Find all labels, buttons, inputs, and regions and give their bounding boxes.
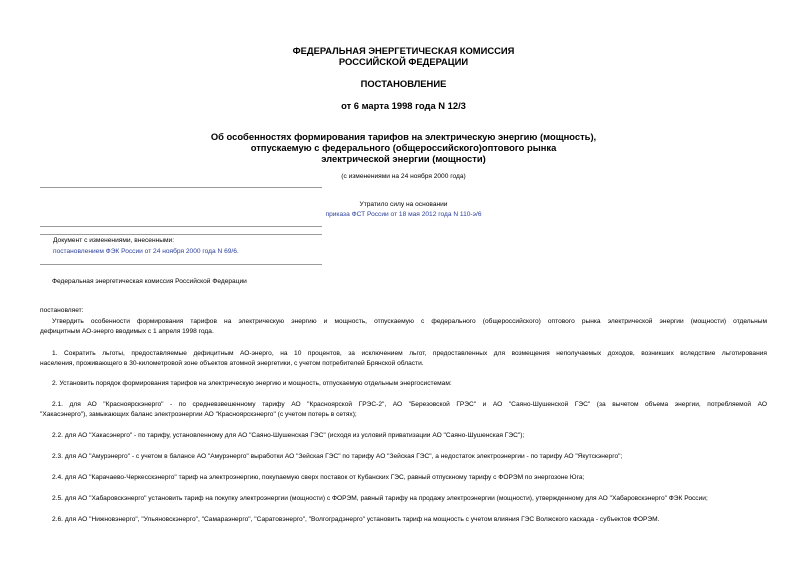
paragraph-2: 2. Установить порядок формирования тарифов на электрическую энергию и мощность, отпускаемую отдельным энергосистемам: <box>52 380 452 387</box>
paragraph-2-2: 2.2. для АО "Хакасэнерго" - по тарифу, установленному для АО "Саяно-Шушенская ГЭС" (исходя из условий приватизации АО "Саяно-Шушенская ГЭС"); <box>52 432 525 439</box>
status-text: Утратило силу на основании <box>359 201 448 208</box>
repeal-order-link[interactable]: приказа ФСТ России от 18 мая 2012 года N 110-э/6 <box>325 211 482 218</box>
decrees-word: постановляет: <box>40 307 84 314</box>
amending-resolution-link[interactable]: постановлением ФЭК России от 24 ноября 2000 года N 69/6. <box>53 248 239 255</box>
commission-name-line1: ФЕДЕРАЛЬНАЯ ЭНЕРГЕТИЧЕСКАЯ КОМИССИЯ <box>292 45 515 56</box>
title-line2: отпускаемую с федерального (общероссийского)оптового рынка <box>250 142 557 153</box>
title-line3: электрической энергии (мощности) <box>321 153 486 164</box>
divider-box-top <box>40 226 322 227</box>
document-type: ПОСТАНОВЛЕНИЕ <box>360 78 447 89</box>
changes-label: Документ с изменениями, внесенными: <box>53 237 175 244</box>
paragraph-2-4: 2.4. для АО "Карачаево-Черкесскэнерго" тариф на электроэнергию, покупаемую сверх поставок от Кубанских ГЭС, равный отпускному тарифу с ФОРЭМ по энергозоне Юга; <box>52 474 585 481</box>
divider-box-bottom <box>40 264 322 265</box>
issuer: Федеральная энергетическая комиссия Российской Федерации <box>52 278 247 285</box>
divider-top <box>40 187 322 188</box>
commission-name-line2: РОССИЙСКОЙ ФЕДЕРАЦИИ <box>338 56 469 67</box>
amendment-note: (с изменениями на 24 ноября 2000 года) <box>341 173 466 180</box>
paragraph-2-3: 2.3. для АО "Амурэнерго" - с учетом в балансе АО "Амурэнерго" выработки АО "Зейская ГЭС" по тарифу АО "Зейская ГЭС", а недостаток электроэнергии - по тарифу АО "Якутскэнерго"; <box>52 453 623 460</box>
paragraph-2-6: 2.6. для АО "Нижновэнерго", "Ульяновскэнерго", "Самараэнерго", "Саратовэнерго", "Волгоградэнерго" установить тариф на мощность с учетом влияния ГЭС Волжского каскада - субъектов ФОРЭМ. <box>52 516 660 523</box>
paragraph-2-1-line2: "Хакасэнерго"), замыкающих баланс электроэнергии АО "Красноярскэнерго" (с учетом потерь в сетях); <box>40 411 357 418</box>
document-date: от 6 марта 1998 года N 12/3 <box>341 100 466 111</box>
title-line1: Об особенностях формирования тарифов на электрическую энергию (мощность), <box>210 131 597 142</box>
paragraph-2-1-line1: 2.1. для АО "Красноярскэнерго" - по средневзвешенному тарифу АО "Красноярской ГРЭС-2", АО "Березовской ГРЭС" и АО "Саяно-Шушенской ГЭС" (за вычетом объема энергии, потребляемой АО <box>52 401 767 408</box>
approve-line2: дефицитным АО-энерго вводимых с 1 апреля 1998 года. <box>40 328 214 335</box>
approve-line1: Утвердить особенности формирования тарифов на электрическую энергию и мощность, отпускаемую с федерального (общероссийского) оптового рынка электрической энергии (мощности) отдельным <box>52 318 767 325</box>
paragraph-1-line2: населения, проживающего в 30-километровой зоне объектов атомной энергетики, с учетом потребителей Брянской области. <box>40 360 424 367</box>
paragraph-1-line1: 1. Сократить льготы, предоставляемые дефицитным АО-энерго, на 10 процентов, за исключением льгот, предоставленных для возмещения неполучаемых доходов, возникших вследствие льготирования <box>52 350 767 357</box>
paragraph-2-5: 2.5. для АО "Хабаровскэнерго" установить тариф на покупку электроэнергии (мощности) с ФОРЭМ, равный тарифу на продажу электроэнергии (мощности), утвержденному для АО "Хабаровскэнерго" ФЭК России; <box>52 495 708 502</box>
divider-box-top-2 <box>40 234 322 235</box>
